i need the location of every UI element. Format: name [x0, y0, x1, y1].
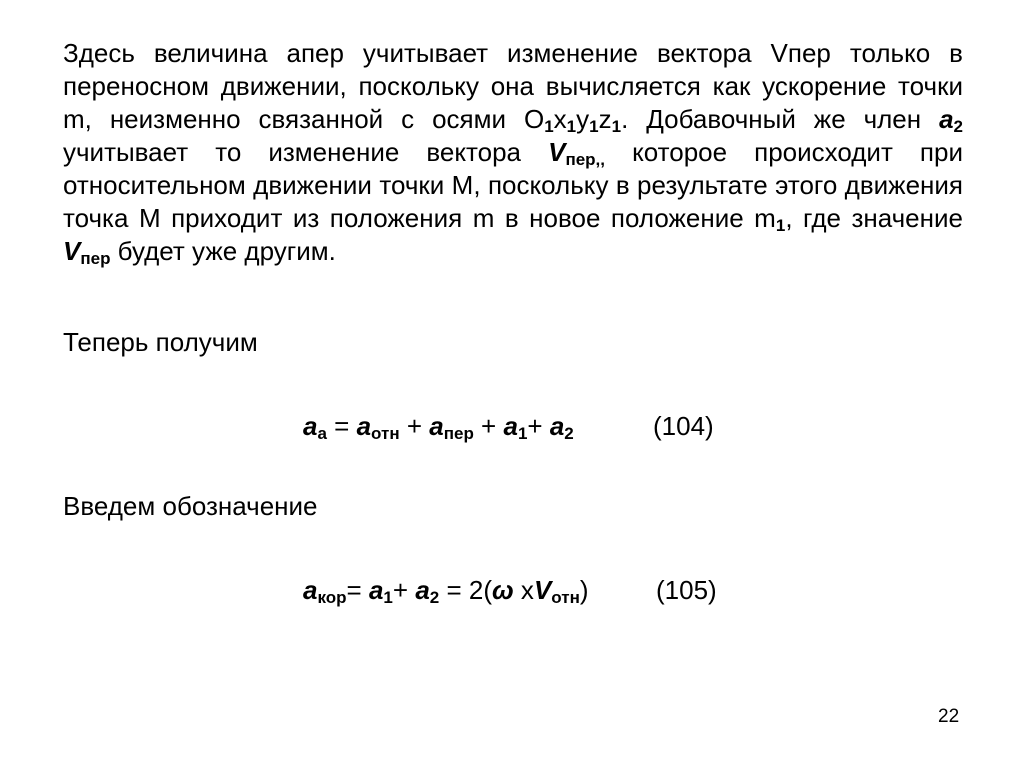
text: , где значение: [785, 203, 963, 233]
subscript: 1: [517, 424, 528, 443]
text: x: [553, 104, 567, 134]
operator: +: [473, 411, 504, 441]
vector-a: a: [368, 575, 384, 605]
vector-a: a: [415, 575, 430, 605]
subscript: 2: [429, 588, 440, 607]
operator: =: [326, 411, 357, 441]
operator: +: [392, 575, 416, 605]
subscript: а: [317, 424, 327, 443]
paragraph-introduce-notation: Введем обозначение: [63, 491, 318, 521]
subscript: отн: [371, 424, 400, 443]
vector-v: V: [548, 137, 566, 167]
text: которое происходит при относительном движении точки М, поскольку в результате этого движения точка М приходит из положения m в новое положение m: [63, 137, 963, 233]
subscript: пер: [443, 424, 474, 443]
operator: =: [346, 575, 369, 605]
equation-number-104: (104): [653, 411, 714, 441]
formula-104: [303, 410, 574, 443]
text: z: [598, 104, 612, 134]
paragraph-now-obtain: Теперь получим: [63, 327, 258, 357]
subscript: отн: [551, 588, 580, 607]
subscript: пер,,: [565, 150, 605, 169]
subscript: 1: [544, 117, 554, 136]
cross-operator: x: [513, 575, 534, 605]
subscript: 1: [611, 117, 622, 136]
text: будет уже другим.: [110, 236, 336, 266]
subscript: 1: [775, 216, 786, 235]
subscript: 1: [383, 588, 393, 607]
subscript: 1: [566, 117, 577, 136]
vector-v: V: [533, 575, 552, 605]
subscript: кор: [317, 588, 347, 607]
text: y: [576, 104, 590, 134]
operator: ): [579, 575, 589, 605]
page-number: 22: [938, 706, 960, 727]
subscript: 2: [564, 424, 574, 443]
text: учитывает то изменение вектора: [63, 137, 549, 167]
subscript: 1: [589, 117, 599, 136]
formula-105: [303, 574, 589, 607]
vector-v: V: [63, 236, 81, 266]
vector-a: a: [429, 411, 444, 441]
text: . Добавочный же член: [621, 104, 940, 134]
vector-a: a: [939, 104, 954, 134]
vector-a: a: [503, 411, 518, 441]
vector-a: a: [549, 411, 565, 441]
text: Здесь величина апер учитывает изменение вектора Vпер только в переносном движении, поскольку она вычисляется как ускорение точки m, неизменно связанной с осями O: [63, 38, 963, 134]
operator: +: [399, 411, 430, 441]
paragraph-explanation: [63, 37, 963, 268]
subscript: 2: [953, 117, 963, 136]
vector-a: a: [303, 575, 318, 605]
vector-a: a: [356, 411, 372, 441]
subscript: пер: [80, 249, 111, 268]
operator: = 2(: [439, 575, 492, 605]
operator: +: [527, 411, 550, 441]
equation-number-105: (105): [656, 575, 717, 605]
vector-a: a: [303, 411, 318, 441]
omega-symbol: ω: [492, 575, 514, 605]
